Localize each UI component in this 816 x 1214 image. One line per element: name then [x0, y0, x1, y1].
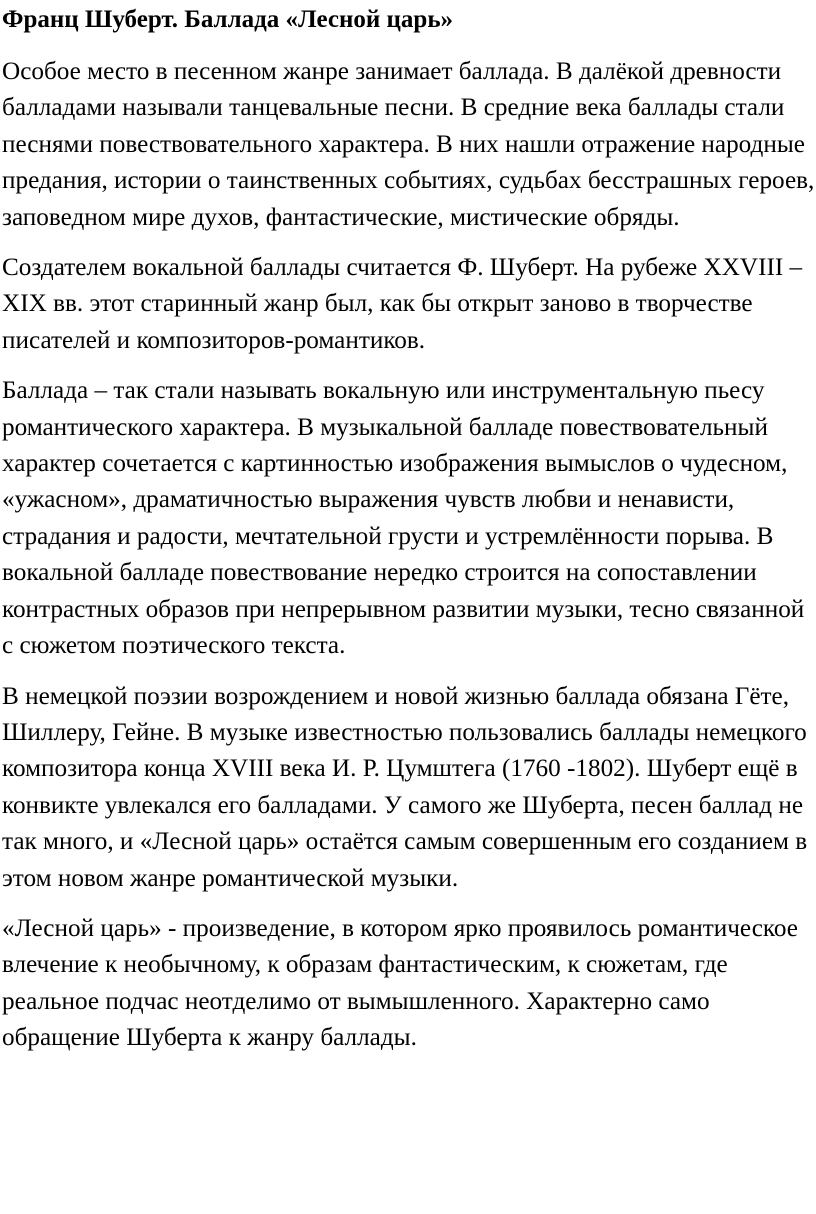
paragraph-forest-king: «Лесной царь» - произведение, в котором ярко проявилось романтическое влечение к необычному, к образам фантастическим, к сюжетам, где реальное подчас неотделимо от вымышленного. Характерно само обращение Шуберта к жанру баллады.: [2, 914, 798, 1052]
document-title: Франц Шуберт. Баллада «Лесной царь»: [2, 6, 454, 33]
paragraph-schubert-creator: Создателем вокальной баллады считается Ф. Шуберт. На рубеже XXVIII – XIX вв. этот старинный жанр был, как бы открыт заново в творчестве писателей и композиторов-романтиков.: [2, 254, 803, 354]
paragraph-german-poetry: В немецкой поэзии возрождением и новой жизнью баллада обязана Гёте, Шиллеру, Гейне. В музыке известностью пользовались баллады немецкого композитора конца XVIII века И. Р. Цумштега (1760 -1802). Шуберт ещё в конвикте увлекался его балладами. У самого же Шуберта, песен баллад не так много, и «Лесной царь» остаётся самым совершенным его созданием в этом новом жанре романтической музыки.: [2, 682, 808, 892]
paragraph-ballad-intro: Особое место в песенном жанре занимает баллада. В далёкой древности балладами называли танцевальные песни. В средние века баллады стали песнями повествовательного характера. В них нашли отражение народные предания, истории о таинственных событиях, судьбах бесстрашных героев, заповедном мире духов, фантастические, мистические обряды.: [2, 58, 815, 231]
paragraph-ballad-definition: Баллада – так стали называть вокальную или инструментальную пьесу романтического характера. В музыкальной балладе повествовательный характер сочетается с картинностью изображения вымыслов о чудесном, «ужасном», драматичностью выражения чувств любви и ненависти, страдания и радости, мечтательной грусти и устремлённости порыва. В вокальной балладе повествование нередко строится на сопоставлении контрастных образов при непрерывном развитии музыки, тесно связанной с сюжетом поэтического текста.: [2, 377, 805, 660]
